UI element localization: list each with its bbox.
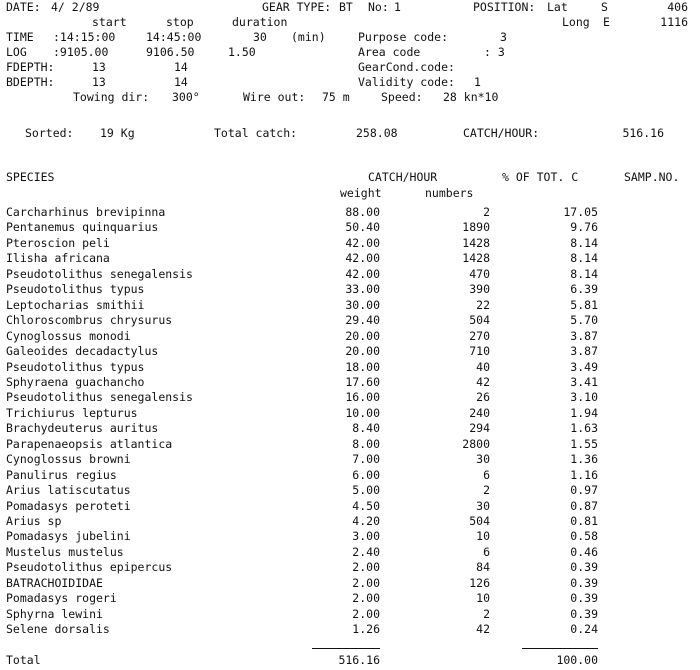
catch-numbers: 390 xyxy=(469,282,490,296)
catch-numbers: 270 xyxy=(469,329,490,343)
fdepth-label: FDEPTH: xyxy=(6,60,55,74)
samp-no-column-header: SAMP.NO. xyxy=(624,170,680,184)
catch-numbers: 470 xyxy=(469,267,490,281)
pct-of-total: 0.58 xyxy=(570,529,598,543)
pct-of-total: 8.14 xyxy=(570,267,598,281)
time-stop: 14:45:00 xyxy=(146,30,202,44)
pct-of-total: 0.39 xyxy=(570,607,598,621)
col-stop-header: stop xyxy=(166,15,194,29)
catch-weight: 4.20 xyxy=(352,514,380,528)
pct-of-total: 3.87 xyxy=(570,329,598,343)
pct-of-total: 3.10 xyxy=(570,390,598,404)
validity-code-label: Validity code: xyxy=(358,75,455,89)
catch-numbers: 30 xyxy=(476,452,490,466)
catch-numbers: 2800 xyxy=(462,437,490,451)
total-catch-value: 258.08 xyxy=(356,126,398,140)
towing-dir-value: 300° xyxy=(172,90,200,104)
catch-numbers: 504 xyxy=(469,514,490,528)
wire-out-label: Wire out: xyxy=(243,90,306,104)
species-name: Pomadasys jubelini xyxy=(6,529,131,543)
purpose-code-label: Purpose code: xyxy=(358,30,449,44)
date-value: 4/ 2/89 xyxy=(51,0,100,14)
total-label: Total xyxy=(6,653,41,667)
gear-type-label: GEAR TYPE: xyxy=(262,0,332,14)
total-pct-rule xyxy=(522,648,598,649)
purpose-code-value: 3 xyxy=(500,30,507,44)
catch-numbers: 294 xyxy=(469,421,490,435)
catch-numbers: 2 xyxy=(483,483,490,497)
catch-weight: 42.00 xyxy=(345,251,380,265)
catch-numbers: 710 xyxy=(469,344,490,358)
catch-weight: 2.00 xyxy=(352,607,380,621)
fdepth-start: 13 xyxy=(92,60,106,74)
log-stop: 9106.50 xyxy=(146,45,195,59)
catch-weight: 8.00 xyxy=(352,437,380,451)
catch-numbers: 42 xyxy=(476,622,490,636)
pct-of-total: 3.49 xyxy=(570,360,598,374)
species-name: BATRACHOIDIDAE xyxy=(6,576,103,590)
catch-numbers: 1428 xyxy=(462,251,490,265)
wire-out-value: 75 m xyxy=(322,90,350,104)
catch-numbers: 30 xyxy=(476,499,490,513)
long-value: 1116 xyxy=(660,15,688,29)
species-name: Pomadasys peroteti xyxy=(6,499,131,513)
catch-numbers: 22 xyxy=(476,298,490,312)
lat-value: 406 xyxy=(667,0,688,14)
col-duration-header: duration xyxy=(232,15,288,29)
pct-of-total: 0.39 xyxy=(570,560,598,574)
bdepth-stop: 14 xyxy=(174,75,188,89)
species-name: Pseudotolithus senegalensis xyxy=(6,390,193,404)
speed-label: Speed: xyxy=(381,90,423,104)
catch-weight: 50.40 xyxy=(345,220,380,234)
gearcond-code-label: GearCond.code: xyxy=(358,60,455,74)
pct-of-total: 9.76 xyxy=(570,220,598,234)
catch-weight: 20.00 xyxy=(345,329,380,343)
pct-of-total: 0.97 xyxy=(570,483,598,497)
no-label: No: xyxy=(368,0,389,14)
pct-of-total: 1.94 xyxy=(570,406,598,420)
species-name: Pomadasys rogeri xyxy=(6,591,117,605)
total-weight-value: 516.16 xyxy=(338,653,380,667)
catch-numbers: 126 xyxy=(469,576,490,590)
lat-label: Lat xyxy=(547,0,568,14)
pct-of-total: 0.24 xyxy=(570,622,598,636)
numbers-column-header: numbers xyxy=(425,186,474,200)
catch-weight: 18.00 xyxy=(345,360,380,374)
time-label: TIME xyxy=(6,30,34,44)
catch-weight: 2.00 xyxy=(352,576,380,590)
species-name: Carcharhinus brevipinna xyxy=(6,205,166,219)
species-name: Brachydeuterus auritus xyxy=(6,421,159,435)
log-start: :9105.00 xyxy=(53,45,109,59)
catch-weight: 7.00 xyxy=(352,452,380,466)
catch-weight: 33.00 xyxy=(345,282,380,296)
catch-weight: 8.40 xyxy=(352,421,380,435)
catch-weight: 2.40 xyxy=(352,545,380,559)
catch-weight: 29.40 xyxy=(345,313,380,327)
catch-numbers: 2 xyxy=(483,607,490,621)
pct-of-total: 0.87 xyxy=(570,499,598,513)
catch-numbers: 10 xyxy=(476,591,490,605)
log-duration: 1.50 xyxy=(228,45,256,59)
species-name: Ilisha africana xyxy=(6,251,110,265)
catch-hour-label: CATCH/HOUR: xyxy=(463,126,540,140)
species-name: Leptocharias smithii xyxy=(6,298,145,312)
position-label: POSITION: xyxy=(473,0,536,14)
pct-of-total-column-header: % OF TOT. C xyxy=(502,170,579,184)
weight-column-header: weight xyxy=(340,186,382,200)
catch-numbers: 84 xyxy=(476,560,490,574)
catch-weight: 1.26 xyxy=(352,622,380,636)
catch-numbers: 42 xyxy=(476,375,490,389)
catch-numbers: 504 xyxy=(469,313,490,327)
towing-dir-label: Towing dir: xyxy=(73,90,150,104)
catch-numbers: 240 xyxy=(469,406,490,420)
species-name: Cynoglossus browni xyxy=(6,452,131,466)
species-name: Sphyraena guachancho xyxy=(6,375,145,389)
catch-numbers: 6 xyxy=(483,468,490,482)
sorted-label: Sorted: xyxy=(25,126,74,140)
long-hemisphere: E xyxy=(603,15,610,29)
speed-value: 28 kn*10 xyxy=(443,90,499,104)
catch-hour-value: 516.16 xyxy=(622,126,664,140)
catch-numbers: 1428 xyxy=(462,236,490,250)
catch-weight: 5.00 xyxy=(352,483,380,497)
col-start-header: start xyxy=(92,15,127,29)
species-name: Pseudotolithus epipercus xyxy=(6,560,173,574)
catch-numbers: 26 xyxy=(476,390,490,404)
catch-numbers: 10 xyxy=(476,529,490,543)
catch-weight: 42.00 xyxy=(345,236,380,250)
pct-of-total: 0.46 xyxy=(570,545,598,559)
catch-weight: 17.60 xyxy=(345,375,380,389)
log-label: LOG xyxy=(6,45,27,59)
lat-hemisphere: S xyxy=(601,0,608,14)
species-name: Pseudotolithus typus xyxy=(6,282,145,296)
species-name: Panulirus regius xyxy=(6,468,117,482)
pct-of-total: 17.05 xyxy=(563,205,598,219)
gear-type-value: BT xyxy=(339,0,353,14)
species-name: Sphyrna lewini xyxy=(6,607,103,621)
pct-of-total: 1.55 xyxy=(570,437,598,451)
catch-weight: 88.00 xyxy=(345,205,380,219)
species-name: Pseudotolithus senegalensis xyxy=(6,267,193,281)
total-weight-rule xyxy=(312,648,380,649)
pct-of-total: 1.63 xyxy=(570,421,598,435)
pct-of-total: 1.16 xyxy=(570,468,598,482)
area-code-label: Area code xyxy=(358,45,421,59)
date-label: DATE: xyxy=(6,0,41,14)
time-start: :14:15:00 xyxy=(53,30,116,44)
pct-of-total: 3.87 xyxy=(570,344,598,358)
catch-weight: 2.00 xyxy=(352,591,380,605)
total-pct-value: 100.00 xyxy=(556,653,598,667)
catch-numbers: 1890 xyxy=(462,220,490,234)
pct-of-total: 1.36 xyxy=(570,452,598,466)
catch-weight: 3.00 xyxy=(352,529,380,543)
total-catch-label: Total catch: xyxy=(214,126,298,140)
catch-weight: 10.00 xyxy=(345,406,380,420)
validity-code-value: 1 xyxy=(474,75,481,89)
species-name: Pseudotolithus typus xyxy=(6,360,145,374)
bdepth-label: BDEPTH: xyxy=(6,75,55,89)
time-unit: (min) xyxy=(291,30,326,44)
sorted-value: 19 Kg xyxy=(100,126,135,140)
species-name: Pentanemus quinquarius xyxy=(6,220,159,234)
species-name: Cynoglossus monodi xyxy=(6,329,131,343)
species-name: Arius latiscutatus xyxy=(6,483,131,497)
catch-weight: 42.00 xyxy=(345,267,380,281)
pct-of-total: 3.41 xyxy=(570,375,598,389)
catch-weight: 20.00 xyxy=(345,344,380,358)
pct-of-total: 6.39 xyxy=(570,282,598,296)
long-label: Long xyxy=(562,15,590,29)
catch-weight: 2.00 xyxy=(352,560,380,574)
pct-of-total: 0.81 xyxy=(570,514,598,528)
no-value: 1 xyxy=(394,0,401,14)
catch-numbers: 6 xyxy=(483,545,490,559)
catch-weight: 16.00 xyxy=(345,390,380,404)
catch-weight: 4.50 xyxy=(352,499,380,513)
species-name: Chloroscombrus chrysurus xyxy=(6,313,173,327)
fdepth-stop: 14 xyxy=(174,60,188,74)
species-name: Pteroscion peli xyxy=(6,236,110,250)
species-name: Selene dorsalis xyxy=(6,622,110,636)
pct-of-total: 0.39 xyxy=(570,576,598,590)
bdepth-start: 13 xyxy=(92,75,106,89)
time-duration: 30 xyxy=(253,30,267,44)
species-name: Arius sp xyxy=(6,514,62,528)
pct-of-total: 0.39 xyxy=(570,591,598,605)
species-name: Mustelus mustelus xyxy=(6,545,124,559)
catch-hour-column-header: CATCH/HOUR xyxy=(368,170,438,184)
species-name: Trichiurus lepturus xyxy=(6,406,138,420)
pct-of-total: 8.14 xyxy=(570,236,598,250)
species-name: Parapenaeopsis atlantica xyxy=(6,437,173,451)
area-code-value: : 3 xyxy=(484,45,505,59)
species-column-header: SPECIES xyxy=(6,170,55,184)
species-name: Galeoides decadactylus xyxy=(6,344,159,358)
catch-numbers: 2 xyxy=(483,205,490,219)
pct-of-total: 5.70 xyxy=(570,313,598,327)
catch-weight: 30.00 xyxy=(345,298,380,312)
pct-of-total: 5.81 xyxy=(570,298,598,312)
catch-weight: 6.00 xyxy=(352,468,380,482)
catch-numbers: 40 xyxy=(476,360,490,374)
pct-of-total: 8.14 xyxy=(570,251,598,265)
